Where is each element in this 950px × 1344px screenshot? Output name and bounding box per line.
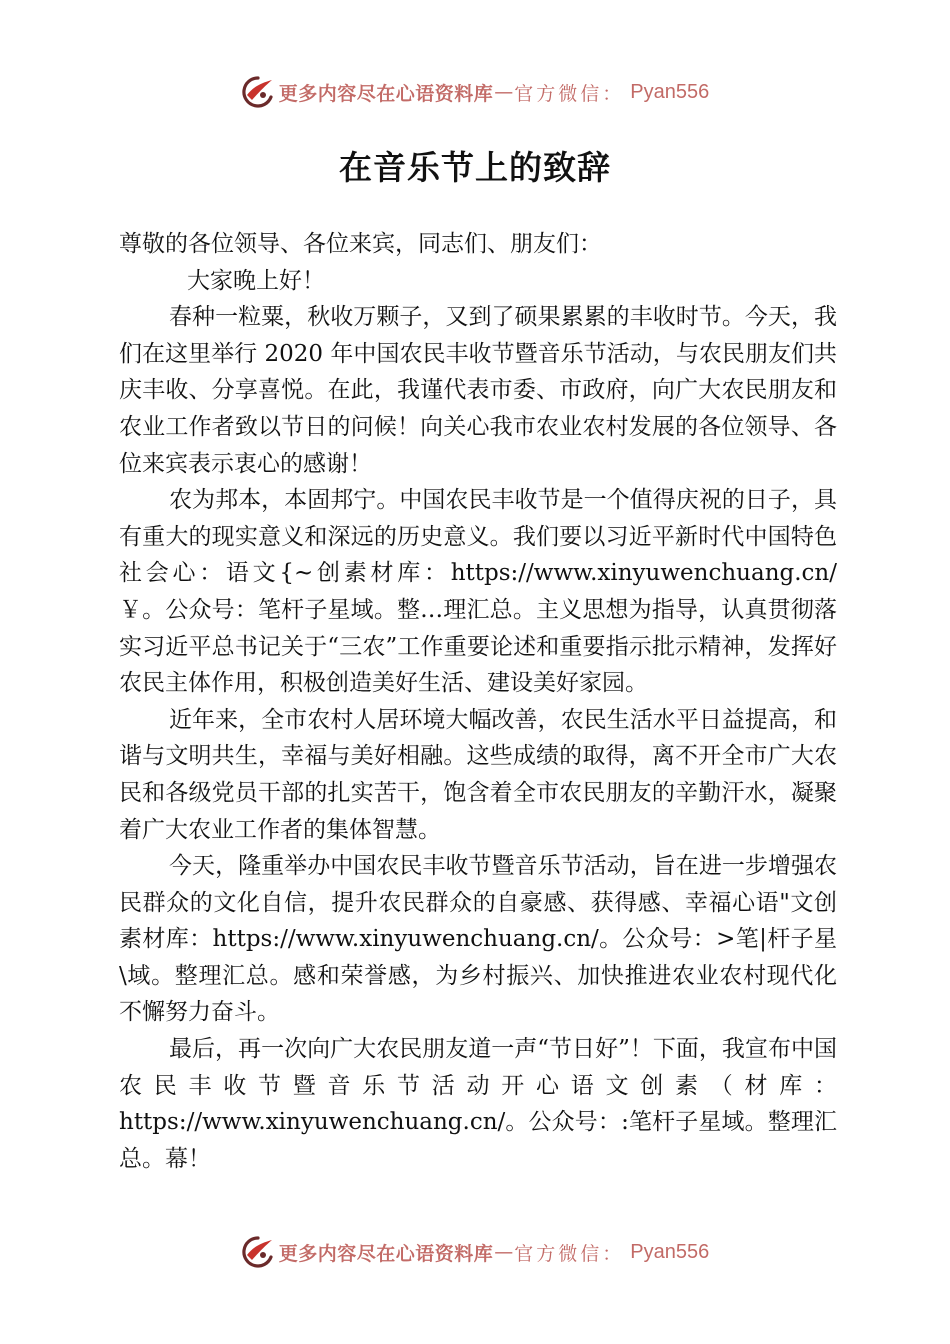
paragraph: 农为邦本，本固邦宁。中国农民丰收节是一个值得庆祝的日子，具有重大的现实意义和深远的历史意义。我们要以习近平新时代中国特色社会心：语文{~创素材库：https://www.xinyuwenchuang.cn/￥。公众号：笔杆子星域。整…理汇总。主义思想为指导，认真贯彻落实习近平总书记关于“三农”工作重要论述和重要指示批示精神，发挥好农民主体作用，积极创造美好生活、建设美好家园。: [119, 487, 837, 697]
brush-circle-logo-icon: [241, 75, 275, 109]
salutation: 尊敬的各位领导、各位来宾，同志们、朋友们：: [119, 231, 602, 257]
paragraph: 春种一粒粟，秋收万颗子，又到了硕果累累的丰收时节。今天，我们在这里举行 2020 年中国农民丰收节暨音乐节活动，与农民朋友们共庆丰收、分享喜悦。在此，我谨代表市委、市政府，向广大农民朋友和农业工作者致以节日的问候！向关心我市农业农村发展的各位领导、各位来宾表示衷心的感谢！: [119, 304, 837, 477]
banner-wechat-label: 官方微信：: [514, 82, 625, 105]
document-title: 在音乐节上的致辞: [339, 148, 611, 187]
paragraph: 今天，隆重举办中国农民丰收节暨音乐节活动，旨在进一步增强农民群众的文化自信，提升农民群众的自豪感、获得感、幸福心语"文创素材库：https://www.xinyuwenchuang.cn/。公众号：>笔|杆子星\域。整理汇总。感和荣誉感，为乡村振兴、加快推进农业农村现代化不懈努力奋斗。: [119, 853, 837, 1026]
banner-wechat-id: Pyan556: [630, 80, 710, 103]
brush-circle-logo-icon: [241, 1235, 275, 1269]
banner-wechat-label: 官方微信：: [514, 1242, 625, 1265]
banner-main-text: 更多内容尽在心语资料库: [278, 82, 494, 105]
paragraph: 近年来，全市农村人居环境大幅改善，农民生活水平日益提高，和谐与文明共生，幸福与美好相融。这些成绩的取得，离不开全市广大农民和各级党员干部的扎实苦干，饱含着全市农民朋友的辛勤汗水，凝聚着广大农业工作者的集体智慧。: [119, 706, 837, 843]
footer-banner: [0, 1232, 950, 1272]
greeting: 大家晚上好！: [187, 267, 325, 294]
document-body: [119, 226, 837, 1177]
banner-dash: —: [494, 1241, 514, 1263]
banner-dash: —: [494, 81, 514, 103]
banner-wechat-id: Pyan556: [630, 1240, 710, 1263]
banner-main-text: 更多内容尽在心语资料库: [278, 1242, 494, 1265]
paragraph: 最后，再一次向广大农民朋友道一声“节日好”！下面，我宣布中国农民丰收节暨音乐节活动开心语文创素（材库：https://www.xinyuwenchuang.cn/。公众号：:笔杆子星域。整理汇总。幕！: [119, 1036, 837, 1172]
header-banner: [0, 72, 950, 112]
